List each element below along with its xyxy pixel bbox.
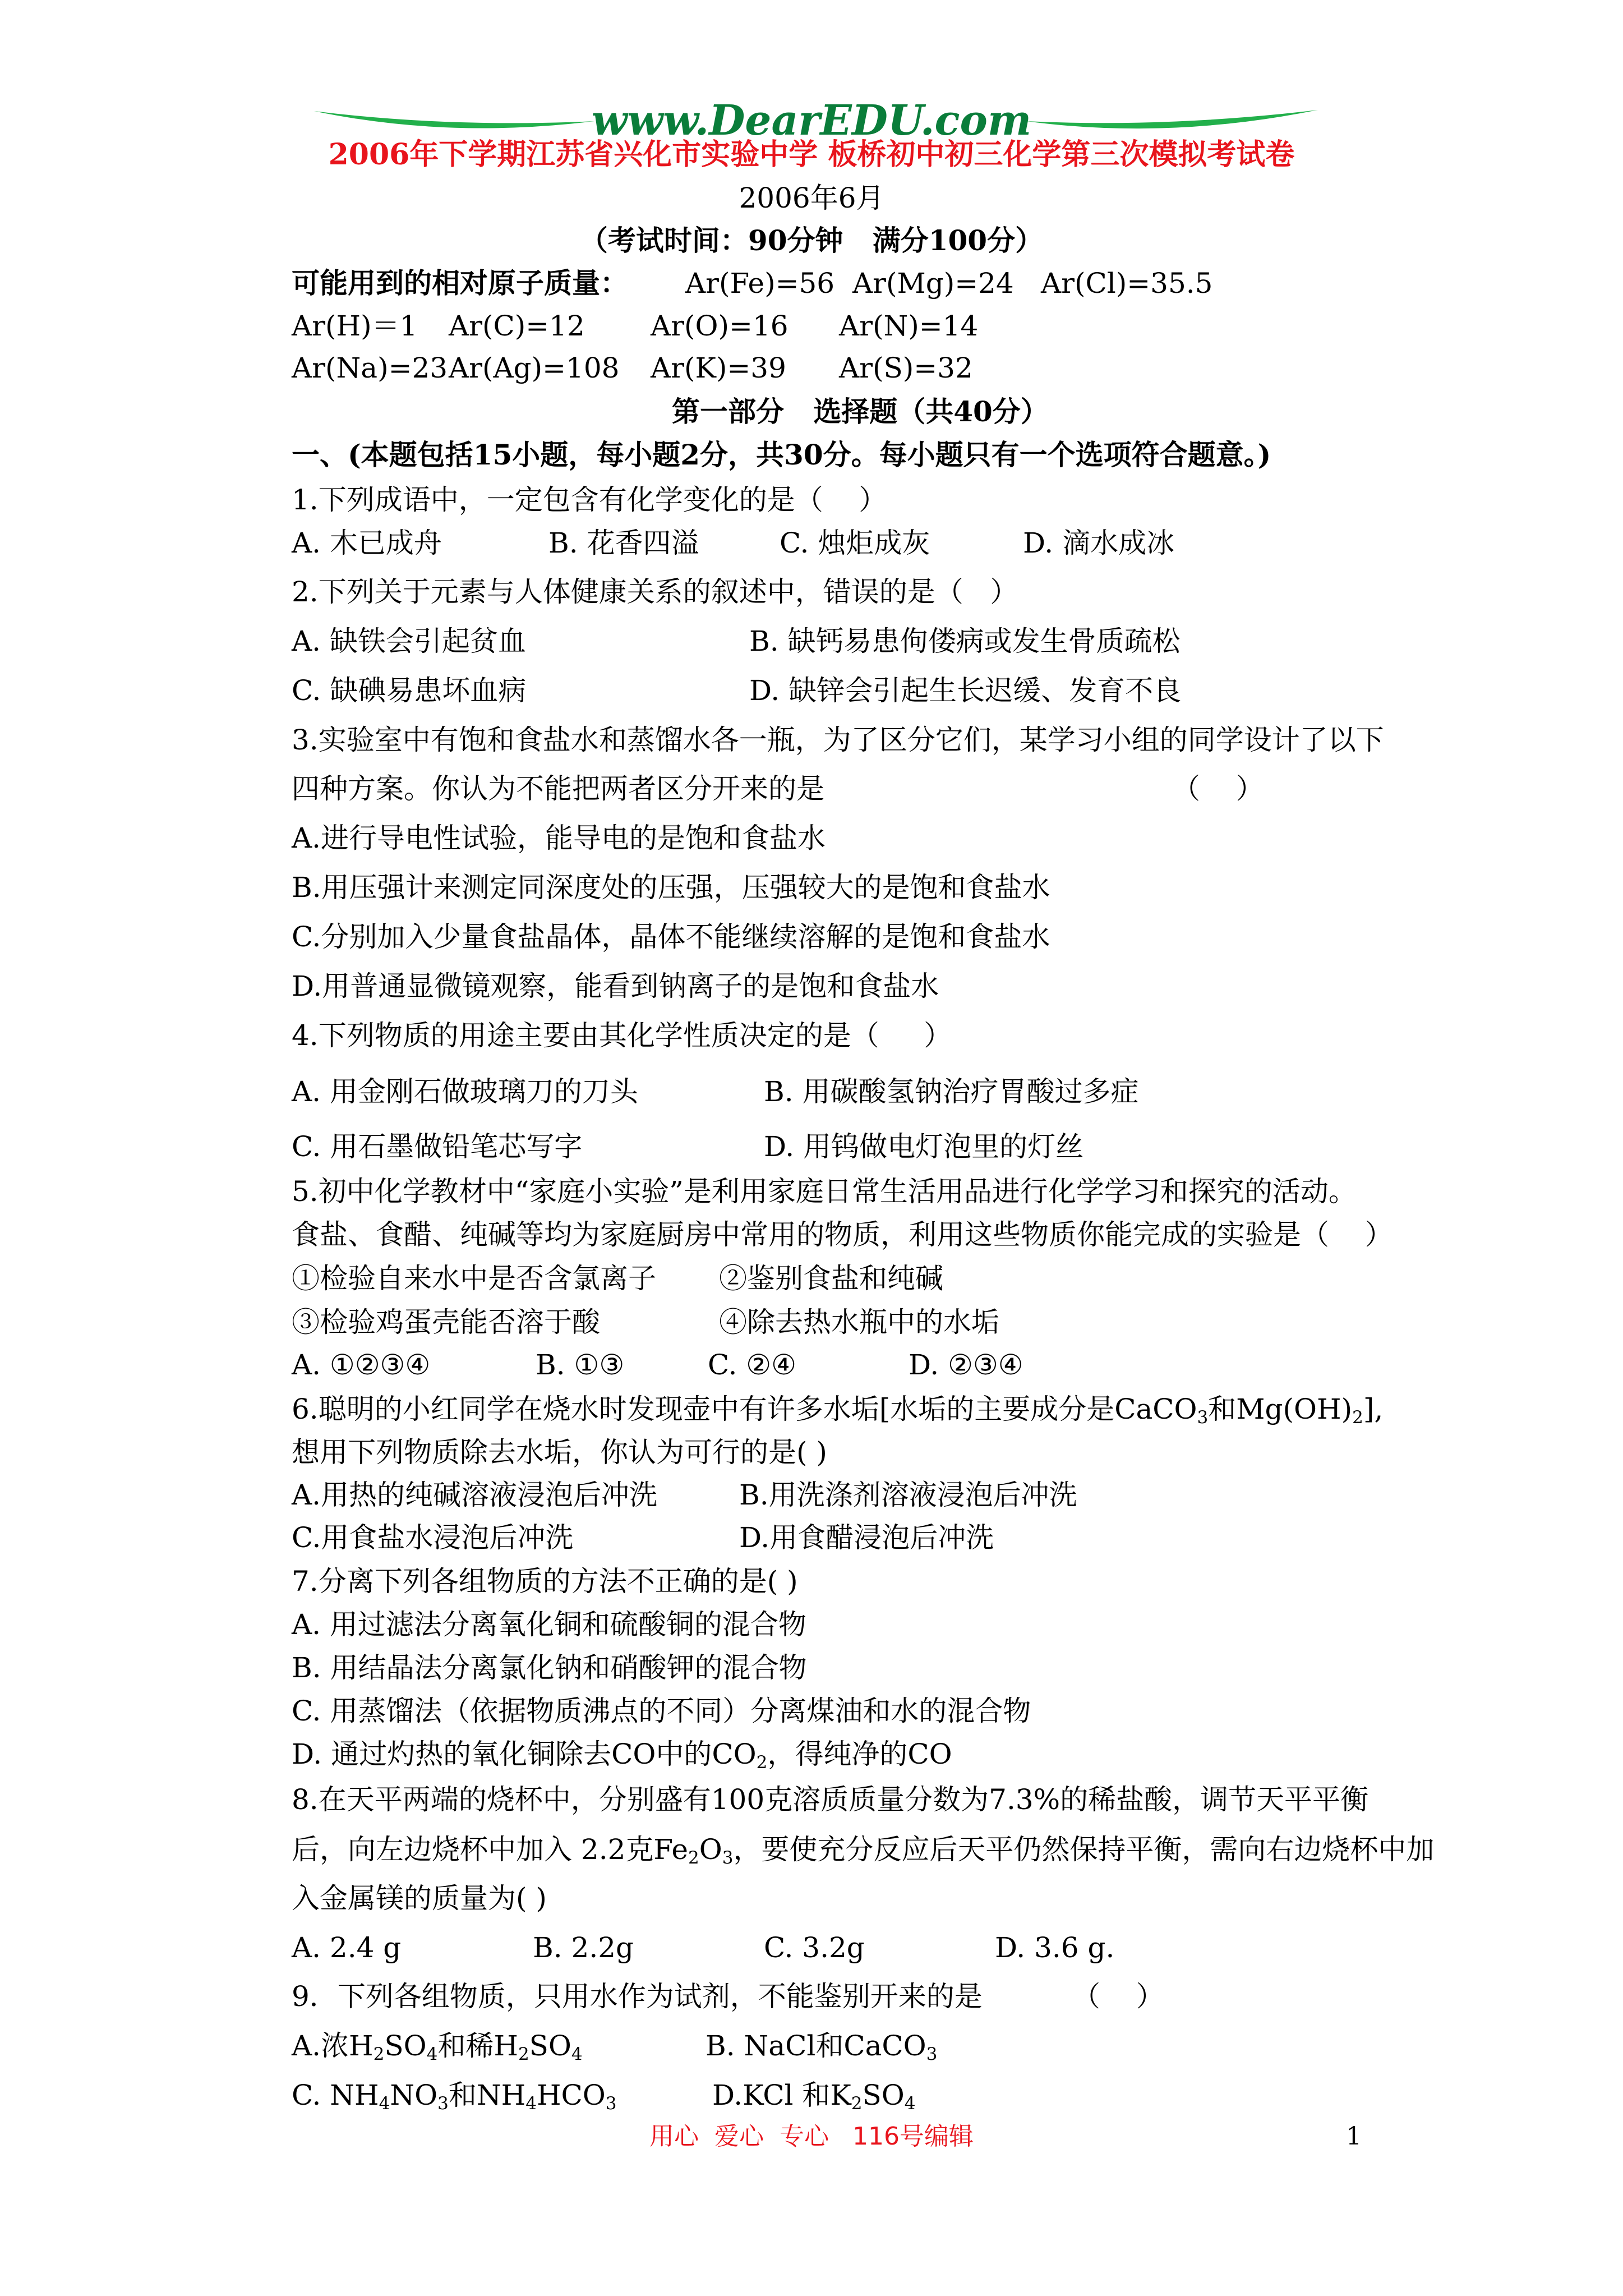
q6-stem-line1: 6.聪明的小红同学在烧水时发现壶中有许多水垢[水垢的主要成分是CaCO$_3$和$Mg(OH)_2$], (292, 1393, 1384, 1428)
section-instruction: 一、(本题包括15小题，每小题2分，共30分。每小题只有一个选项符合题意。) (292, 438, 1271, 471)
atomic-mass-mg: Ar(Mg)=24 (852, 267, 1014, 300)
q5-option-b: B. ①③ (536, 1349, 625, 1381)
q8-option-c: C. 3.2g (764, 1931, 865, 1964)
q8-option-b: B. 2.2g (533, 1931, 634, 1964)
q4-stem: 4.下列物质的用途主要由其化学性质决定的是（ ） (292, 1019, 952, 1052)
q1-option-a: A. 木已成舟 (292, 527, 442, 559)
q6-option-b: B.用洗涤剂溶液浸泡后冲洗 (739, 1479, 1077, 1511)
q7-option-d: D. 通过灼热的氧化铜除去CO中的$CO_2$，得纯净的CO (292, 1738, 952, 1773)
q1-option-d: D. 滴水成冰 (1023, 527, 1175, 559)
q8-option-a: A. 2.4 g (292, 1931, 402, 1964)
atomic-mass-c: Ar(C)=12 (449, 310, 585, 342)
q3-stem-line2: 四种方案。你认为不能把两者区分开来的是 (292, 772, 824, 805)
q9-option-b: B. NaCl和CaCO$_3$ (706, 2030, 938, 2064)
q2-option-b: B. 缺钙易患佝偻病或发生骨质疏松 (749, 625, 1181, 657)
q1-option-b: B. 花香四溢 (548, 527, 699, 559)
q8-stem-line3: 入金属镁的质量为( ) (292, 1882, 547, 1915)
q6-option-c: C.用食盐水浸泡后冲洗 (292, 1521, 574, 1554)
q5-option-c: C. ②④ (708, 1349, 796, 1381)
atomic-mass-label: 可能用到的相对原子质量： (292, 266, 628, 300)
logo-right-swoosh (1026, 110, 1318, 128)
q9-stem: 9．下列各组物质，只用水作为试剂，不能鉴别开来的是 (292, 1980, 983, 2013)
q4-option-c: C. 用石墨做铅笔芯写字 (292, 1130, 583, 1163)
q2-option-d: D. 缺锌会引起生长迟缓、发育不良 (749, 674, 1182, 707)
q9-option-c: C. $NH_4NO_3$和$NH_4HCO_3$ (292, 2079, 617, 2114)
q1-stem: 1.下列成语中，一定包含有化学变化的是（ ） (292, 484, 887, 516)
q6-option-a: A.用热的纯碱溶液浸泡后冲洗 (292, 1479, 658, 1511)
exam-date: 2006年6月 (739, 182, 884, 214)
q4-option-a: A. 用金刚石做玻璃刀的刀头 (292, 1075, 638, 1108)
q6-stem-line2: 想用下列物质除去水垢，你认为可行的是( ) (292, 1436, 827, 1469)
exam-info: （考试时间：90分钟 满分100分） (579, 224, 1044, 257)
q7-option-b: B. 用结晶法分离氯化钠和硝酸钾的混合物 (292, 1651, 807, 1684)
logo-left-swoosh (314, 111, 594, 128)
q5-item-1: ①检验自来水中是否含氯离子 (292, 1262, 656, 1295)
atomic-mass-k: Ar(K)=39 (651, 352, 786, 384)
q9-option-a: A.浓$H_2SO_4$和稀$H_2SO_4$ (292, 2030, 583, 2064)
q1-option-c: C. 烛炬成灰 (780, 527, 930, 559)
q5-stem-line2: 食盐、食醋、纯碱等均为家庭厨房中常用的物质，利用这些物质你能完成的实验是（ ） (292, 1218, 1393, 1251)
q3-option-b: B.用压强计来测定同深度处的压强，压强较大的是饱和食盐水 (292, 871, 1050, 904)
q5-option-d: D. ②③④ (909, 1349, 1023, 1381)
q5-option-a: A. ①②③④ (292, 1349, 431, 1381)
q7-option-c: C. 用蒸馏法（依据物质沸点的不同）分离煤油和水的混合物 (292, 1695, 1031, 1727)
q2-stem: 2.下列关于元素与人体健康关系的叙述中，错误的是（ ） (292, 576, 1018, 608)
atomic-mass-fe: Ar(Fe)=56 (685, 267, 835, 300)
atomic-mass-cl: Ar(Cl)=35.5 (1041, 267, 1213, 300)
atomic-mass-h: Ar(H)＝1 (292, 310, 418, 342)
q3-option-d: D.用普通显微镜观察，能看到钠离子的是饱和食盐水 (292, 970, 939, 1002)
q9-option-d: D.KCl 和$K_2SO_4$ (712, 2079, 916, 2114)
page-number: 1 (1346, 2122, 1362, 2151)
atomic-mass-na: Ar(Na)=23 (292, 352, 448, 384)
atomic-mass-ag: Ar(Ag)=108 (449, 352, 620, 384)
q7-option-a: A. 用过滤法分离氧化铜和硫酸铜的混合物 (292, 1608, 806, 1641)
q9-answer-paren: （ ） (1072, 1980, 1164, 2013)
footer-text: 用心 爱心 专心 116号编辑 (649, 2122, 974, 2151)
q5-stem-line1: 5.初中化学教材中“家庭小实验”是利用家庭日常生活用品进行化学学习和探究的活动。 (292, 1175, 1357, 1208)
q2-option-a: A. 缺铁会引起贫血 (292, 625, 526, 657)
atomic-mass-o: Ar(O)=16 (651, 310, 789, 342)
atomic-mass-n: Ar(N)=14 (839, 310, 979, 342)
q8-stem-line1: 8.在天平两端的烧杯中，分别盛有100克溶质质量分数为7.3%的稀盐酸，调节天平平衡 (292, 1783, 1369, 1816)
atomic-mass-s: Ar(S)=32 (839, 352, 973, 384)
q7-stem: 7.分离下列各组物质的方法不正确的是( ) (292, 1565, 798, 1598)
q2-option-c: C. 缺碘易患坏血病 (292, 674, 527, 707)
q4-option-d: D. 用钨做电灯泡里的灯丝 (764, 1130, 1084, 1163)
q5-item-4: ④除去热水瓶中的水垢 (719, 1306, 999, 1338)
q8-option-d: D. 3.6 g. (995, 1931, 1115, 1964)
q8-stem-line2: 后，向左边烧杯中加入 2.2克$Fe_2O_3$，要使充分反应后天平仍然保持平衡，需向右边烧杯中加 (292, 1833, 1435, 1868)
q3-option-a: A.进行导电性试验，能导电的是饱和食盐水 (292, 822, 826, 854)
q3-answer-paren: （ ） (1172, 772, 1264, 805)
exam-title: 2006年下学期江苏省兴化市实验中学 板桥初中初三化学第三次模拟考试卷 (328, 137, 1295, 172)
q6-option-d: D.用食醋浸泡后冲洗 (739, 1521, 994, 1554)
q5-item-3: ③检验鸡蛋壳能否溶于酸 (292, 1306, 600, 1338)
q4-option-b: B. 用碳酸氢钠治疗胃酸过多症 (764, 1075, 1139, 1108)
section-title: 第一部分 选择题（共40分） (672, 395, 1049, 428)
q3-option-c: C.分别加入少量食盐晶体，晶体不能继续溶解的是饱和食盐水 (292, 921, 1050, 953)
q5-item-2: ②鉴别食盐和纯碱 (719, 1262, 943, 1295)
q3-stem-line1: 3.实验室中有饱和食盐水和蒸馏水各一瓶，为了区分它们，某学习小组的同学设计了以下 (292, 724, 1384, 756)
logo-text: www.DearEDU.com (591, 96, 1032, 145)
